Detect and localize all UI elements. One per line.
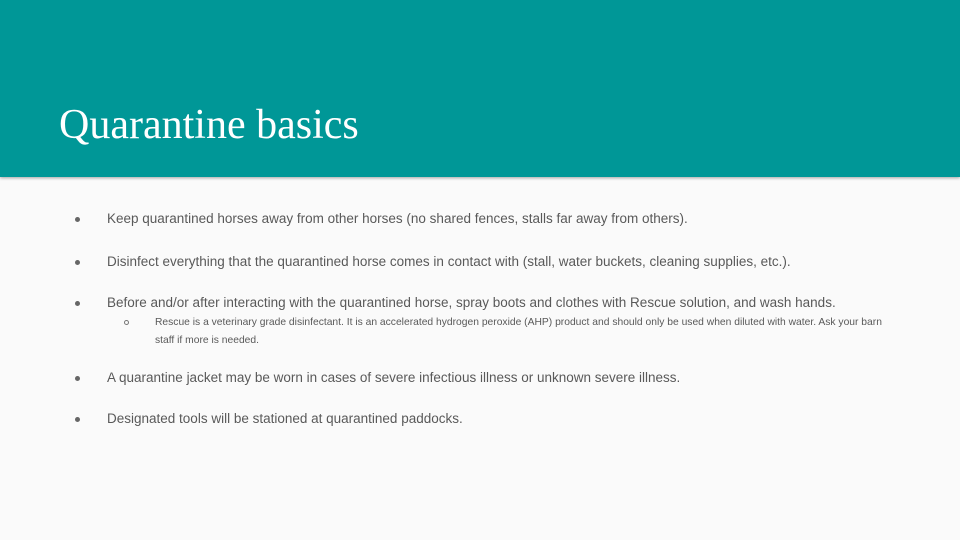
bullet-text: Before and/or after interacting with the quarantined horse, spray boots and clothes with Rescue solution, and wash hands. — [107, 295, 836, 310]
hollow-circle-bullet-icon — [124, 320, 129, 325]
bullet-dot-icon — [75, 301, 80, 306]
bullet-text: Disinfect everything that the quarantined horse comes in contact with (stall, water buckets, cleaning supplies, etc.). — [107, 254, 791, 269]
bullet-dot-icon — [75, 417, 80, 422]
bullet-item — [0, 252, 960, 272]
bullet-text: A quarantine jacket may be worn in cases of severe infectious illness or unknown severe illness. — [107, 370, 681, 385]
bullet-item — [0, 368, 960, 388]
bullet-item — [0, 209, 960, 229]
bullet-dot-icon — [75, 260, 80, 265]
bullet-text: Designated tools will be stationed at quarantined paddocks. — [107, 411, 463, 426]
bullet-text: Keep quarantined horses away from other horses (no shared fences, stalls far away from others). — [107, 211, 688, 226]
bullet-dot-icon — [75, 376, 80, 381]
sub-bullet-text: Rescue is a veterinary grade disinfectant. It is an accelerated hydrogen peroxide (AHP) product and should only be used when diluted with water. Ask your barn staff if more is needed. — [155, 317, 882, 346]
bullet-dot-icon — [75, 217, 80, 222]
sub-bullet-item — [0, 314, 960, 354]
bullet-item — [0, 293, 960, 313]
bullet-item — [0, 409, 960, 429]
slide-title: Quarantine basics — [59, 102, 359, 148]
